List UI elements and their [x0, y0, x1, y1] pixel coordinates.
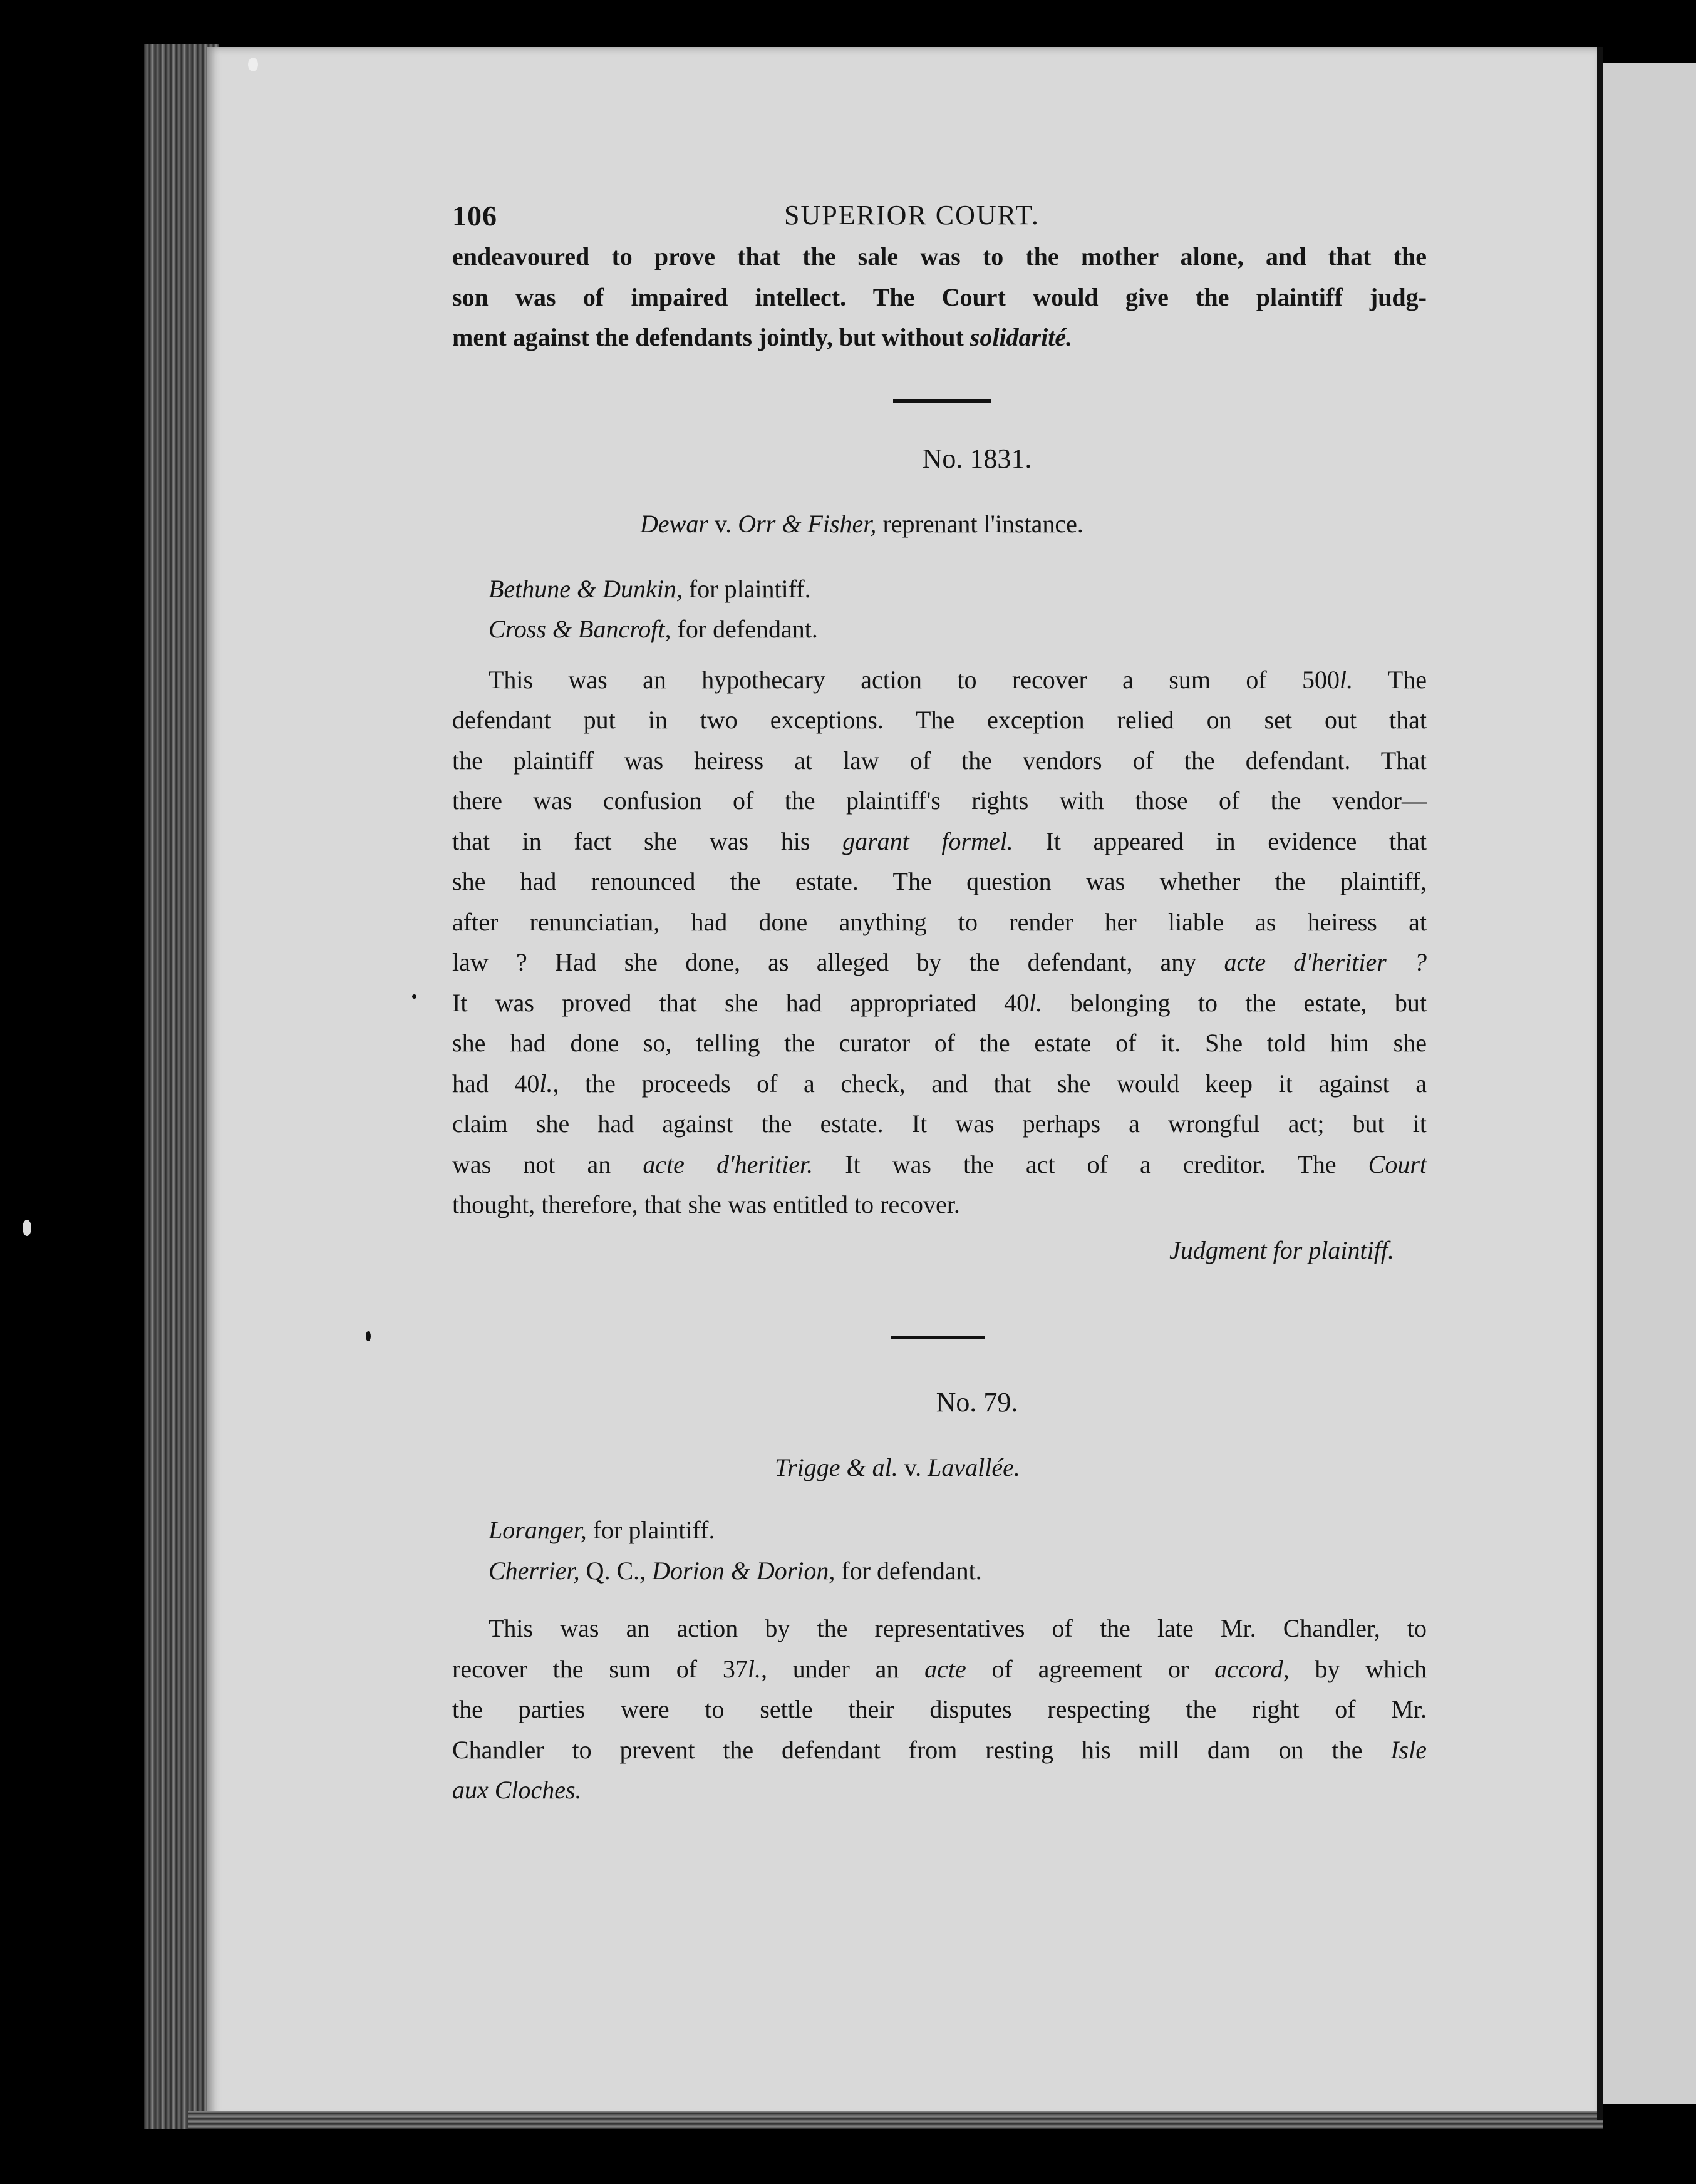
case-title-suffix: reprenant l'instance.: [876, 509, 1083, 538]
judgment: Judgment for plaintiff.: [1169, 1235, 1394, 1264]
intro-line: [452, 317, 1427, 358]
body-text: It appeared in evidence that: [1013, 827, 1427, 855]
intro-italic: solidarité.: [970, 323, 1073, 351]
running-title: SUPERIOR COURT.: [784, 200, 1040, 230]
case-plaintiff: Dewar: [640, 509, 708, 538]
body-text: belonging to the estate, but: [1042, 988, 1427, 1017]
body-italic: l.: [1340, 665, 1353, 694]
scan-speck: [23, 1220, 31, 1236]
body-text: , the proceeds of a check, and that she would keep it against a: [552, 1069, 1427, 1098]
counsel-name: Bethune & Dunkin,: [489, 574, 683, 603]
body-text: that in fact she was his: [452, 827, 843, 855]
body-italic: l.: [539, 1069, 553, 1098]
page-text: [452, 199, 1427, 1811]
body-line: the parties were to settle their disputes respecting the right of Mr.: [452, 1695, 1427, 1723]
body-text: The: [1353, 665, 1427, 694]
counsel-defendant: [489, 1551, 1427, 1592]
body-text: of agreement or: [966, 1654, 1215, 1683]
body-line: [452, 822, 1427, 862]
counsel-title: Q. C.,: [579, 1556, 653, 1585]
body-italic: acte d'heritier ?: [1224, 948, 1427, 976]
counsel-list: [452, 569, 1427, 650]
body-line: [452, 1730, 1427, 1771]
case-title: [452, 504, 1427, 544]
counsel-defendant: [489, 609, 1427, 650]
body-text: law ? Had she done, as alleged by the defendant, any: [452, 948, 1224, 976]
body-italic: Court: [1368, 1150, 1427, 1178]
body-line: [452, 1770, 1427, 1811]
body-line: [452, 1145, 1427, 1185]
body-text: It was proved that she had appropriated 40: [452, 988, 1030, 1017]
body-line: thought, therefore, that she was entitled to recover.: [452, 1190, 960, 1218]
body-line: [452, 942, 1427, 983]
body-text: had 40: [452, 1069, 540, 1098]
scan-speck: [248, 58, 258, 71]
section-divider: [893, 399, 991, 403]
counsel-name: Cross & Bancroft,: [489, 615, 671, 643]
book-bottom-edge: [188, 2111, 1603, 2129]
scan-speck: [412, 994, 416, 999]
intro-line: endeavoured to prove that the sale was to the mother alone, and that the: [452, 242, 1427, 270]
counsel-role: for defendant.: [835, 1556, 982, 1585]
case-defendant: Orr & Fisher,: [738, 509, 877, 538]
body-line: claim she had against the estate. It was perhaps a wrongful act; but it: [452, 1110, 1427, 1138]
counsel-name: Cherrier,: [489, 1556, 580, 1585]
counsel-name: Loranger,: [489, 1516, 587, 1544]
case-versus: v.: [708, 509, 738, 538]
body-text: It was the act of a creditor. The: [813, 1150, 1368, 1178]
body-italic: accord,: [1214, 1654, 1290, 1683]
body-text: , under an: [761, 1654, 925, 1683]
counsel-list: [452, 1510, 1427, 1591]
body-line: [452, 1064, 1427, 1105]
facing-page-edge: [1603, 63, 1696, 2104]
body-text: recover the sum of 37: [452, 1654, 748, 1683]
scan-speck: [366, 1331, 371, 1341]
intro-text: ment against the defendants jointly, but without: [452, 323, 970, 351]
body-italic: l.: [1029, 988, 1043, 1017]
body-line: [452, 660, 1427, 701]
running-header: [452, 199, 1427, 237]
counsel-plaintiff: [489, 569, 1427, 610]
body-italic: aux Cloches.: [452, 1776, 582, 1804]
section-divider: [891, 1336, 985, 1339]
body-text: This was an hypothecary action to recover a sum of 500: [489, 665, 1340, 694]
body-line: she had renounced the estate. The question was whether the plaintiff,: [452, 867, 1427, 895]
body-line: defendant put in two exceptions. The exception relied on set out that: [452, 706, 1427, 734]
body-line: This was an action by the representatives of the late Mr. Chandler, to: [489, 1614, 1427, 1642]
counsel-plaintiff: [489, 1510, 1427, 1551]
book-gutter: [1597, 47, 1603, 2120]
body-line: there was confusion of the plaintiff's rights with those of the vendor—: [452, 786, 1427, 815]
counsel-name: Dorion & Dorion,: [652, 1556, 835, 1585]
body-italic: Isle: [1390, 1735, 1427, 1764]
case-number: No. 1831.: [922, 443, 1032, 474]
counsel-role: for plaintiff.: [682, 574, 811, 603]
body-italic: acte d'heritier.: [643, 1150, 814, 1178]
body-line: she had done so, telling the curator of the estate of it. She told him she: [452, 1029, 1427, 1057]
body-italic: acte: [924, 1654, 966, 1683]
counsel-role: for defendant.: [671, 615, 818, 643]
body-text: Chandler to prevent the defendant from resting his mill dam on the: [452, 1735, 1391, 1764]
body-text: by which: [1289, 1654, 1427, 1683]
intro-line: son was of impaired intellect. The Court would give the plaintiff judg-: [452, 282, 1427, 311]
case-number: No. 79.: [936, 1387, 1018, 1418]
body-italic: garant formel.: [842, 827, 1013, 855]
body-line: [452, 1649, 1427, 1690]
case-body: [452, 1609, 1427, 1811]
case-title: [452, 1448, 1427, 1488]
intro-paragraph: [452, 237, 1427, 358]
body-line: [452, 983, 1427, 1024]
body-italic: l.: [747, 1654, 761, 1683]
body-text: was not an: [452, 1150, 643, 1178]
case-plaintiff: Trigge & al.: [775, 1453, 898, 1481]
page-number: 106: [452, 200, 497, 232]
counsel-role: for plaintiff.: [586, 1516, 715, 1544]
body-line: the plaintiff was heiress at law of the vendors of the defendant. That: [452, 746, 1427, 775]
body-line: after renunciatian, had done anything to render her liable as heiress at: [452, 907, 1427, 936]
case-defendant: Lavallée.: [928, 1453, 1020, 1481]
case-body: [452, 660, 1427, 1225]
case-versus: v.: [897, 1453, 928, 1481]
